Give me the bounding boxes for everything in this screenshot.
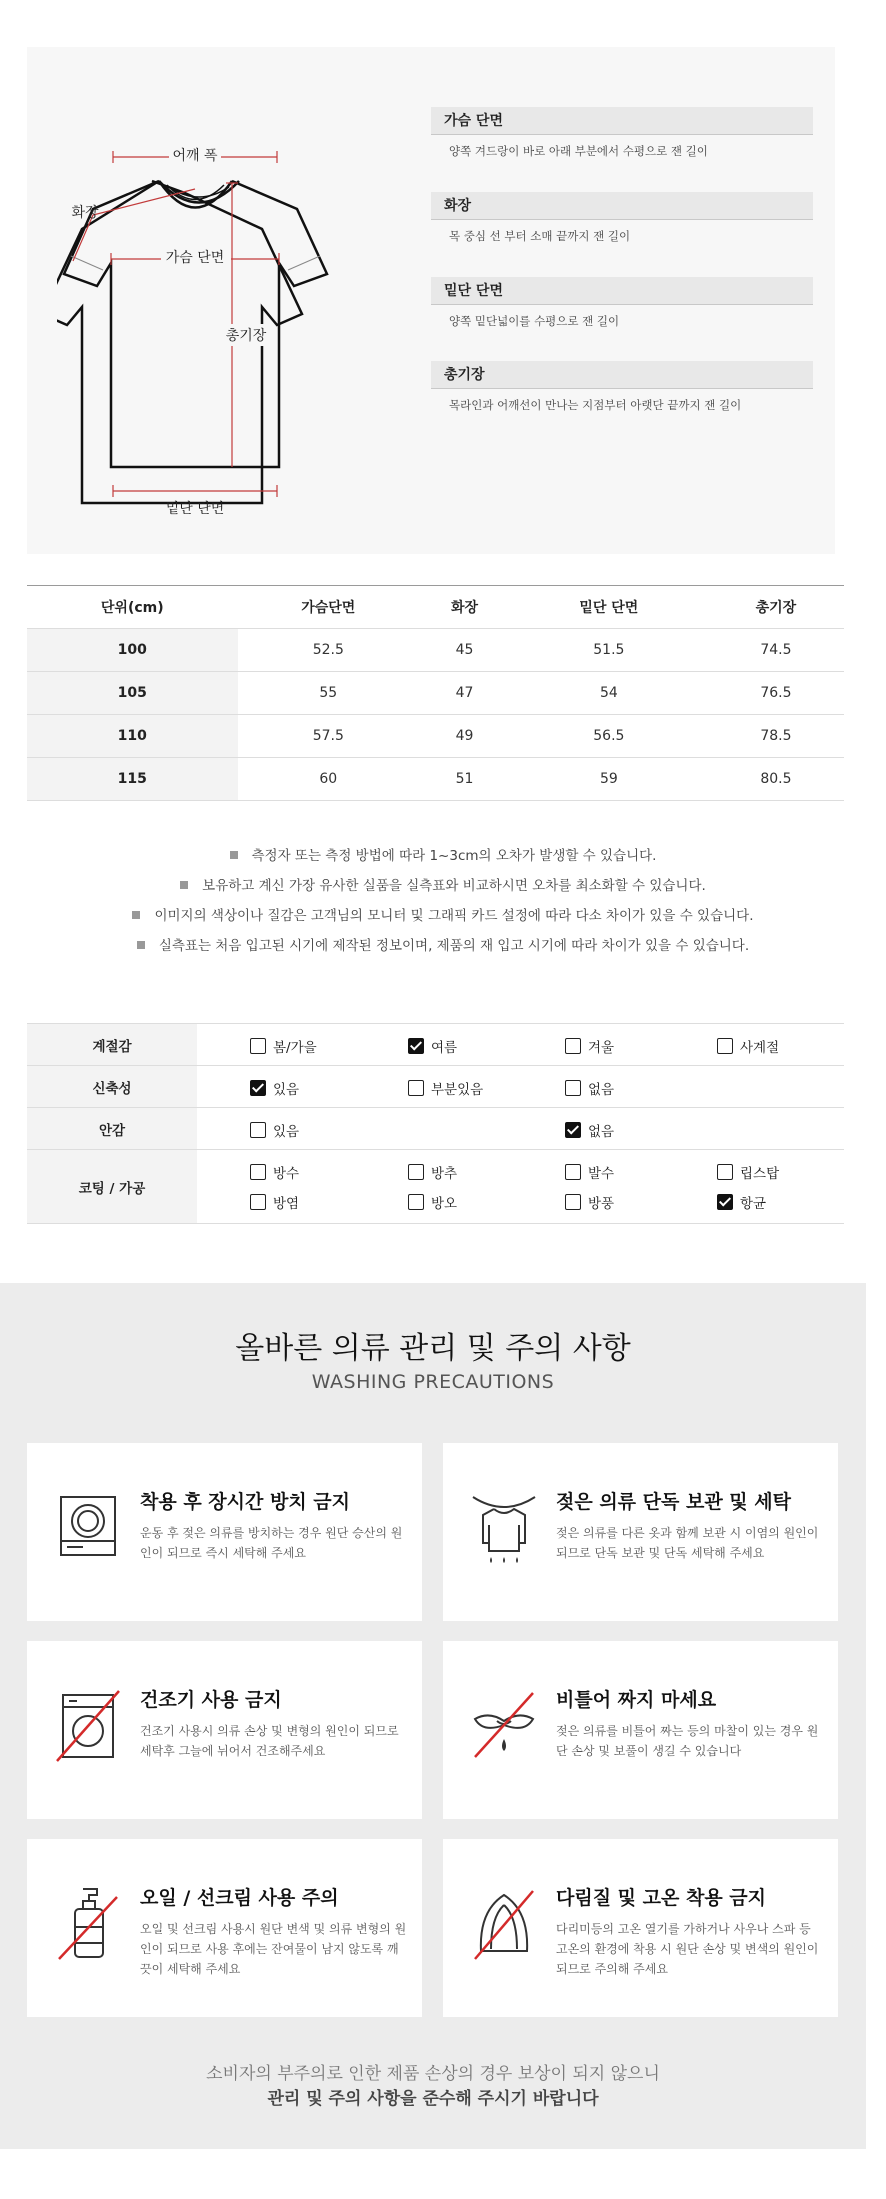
notice-item [0, 901, 886, 931]
checkbox-stretch-partial[interactable] [408, 1078, 483, 1098]
checkbox-stain-resistant[interactable] [408, 1192, 457, 1212]
checkbox-label: 있음 [273, 1124, 300, 1140]
checkbox-box[interactable] [408, 1080, 424, 1096]
checkbox-box[interactable] [565, 1080, 581, 1096]
chest-cell: 60 [238, 758, 420, 801]
checkbox-box[interactable] [565, 1122, 581, 1138]
checkbox-stretch-no[interactable] [565, 1078, 614, 1098]
chest-label: 가슴 단면 [165, 250, 225, 266]
notice-item [0, 931, 886, 961]
card-desc: 오일 및 선크림 사용시 원단 변색 및 의류 변형의 원인이 되므로 사용 후에는 잔여물이 남지 않도록 깨끗이 세탁해 주세요 [140, 1922, 407, 1976]
checkbox-box[interactable] [250, 1038, 266, 1054]
care-card-no-ironing [443, 1839, 838, 2017]
attr-options [197, 1024, 844, 1065]
checkbox-label: 방염 [273, 1196, 300, 1212]
checkbox-all-season[interactable] [717, 1036, 779, 1056]
notice-text: 측정자 또는 측정 방법에 따라 1~3cm의 오차가 발생할 수 있습니다. [251, 848, 657, 864]
care-card-no-wringing [443, 1641, 838, 1819]
bullet-square-icon [137, 941, 145, 949]
spec-desc: 양쪽 겨드랑이 바로 아래 부분에서 수평으로 잰 길이 [449, 144, 708, 158]
checkbox-stretch-yes[interactable] [250, 1078, 299, 1098]
washing-machine-icon [53, 1485, 123, 1567]
size-table [27, 585, 844, 801]
hem-cell: 59 [510, 758, 708, 801]
care-card-no-leaving [27, 1443, 422, 1621]
attr-options [197, 1066, 844, 1107]
sleeve-label: 화장 [71, 205, 99, 221]
length-label: 총기장 [225, 328, 267, 344]
spec-title: 밑단 단면 [431, 277, 813, 305]
checkbox-box[interactable] [408, 1194, 424, 1210]
checkbox-label: 발수 [588, 1166, 615, 1182]
checkbox-label: 방풍 [588, 1196, 615, 1212]
sleeve-cell: 45 [419, 629, 510, 672]
checkbox-waterproof[interactable] [250, 1162, 299, 1182]
spec-desc: 양쪽 밑단넓이를 수평으로 잰 길이 [449, 314, 620, 328]
table-row [27, 715, 844, 758]
shoulder-label: 어깨 폭 [172, 148, 218, 164]
checkbox-ripstop[interactable] [717, 1162, 779, 1182]
tshirt-neck [159, 181, 232, 208]
bullet-square-icon [180, 881, 188, 889]
product-attributes [27, 1023, 844, 1224]
size-header-hem: 밑단 단면 [510, 586, 708, 629]
checkbox-label: 봄/가을 [273, 1040, 317, 1056]
attr-label: 코팅 / 가공 [27, 1150, 197, 1224]
checkbox-box[interactable] [565, 1164, 581, 1180]
hem-cell: 51.5 [510, 629, 708, 672]
card-title: 건조기 사용 금지 [140, 1689, 282, 1711]
washing-footer-note: 소비자의 부주의로 인한 제품 손상의 경우 보상이 되지 않으니 [206, 2064, 660, 2084]
card-title: 젖은 의류 단독 보관 및 세탁 [556, 1491, 791, 1513]
checkbox-label: 방수 [273, 1166, 300, 1182]
attr-row-coating [27, 1150, 844, 1224]
card-desc: 운동 후 젖은 의류를 방치하는 경우 원단 승산의 원인이 되므로 즉시 세탁해 주세요 [140, 1526, 403, 1560]
checkbox-box[interactable] [408, 1038, 424, 1054]
checkbox-label: 항균 [740, 1196, 767, 1212]
checkbox-label: 있음 [273, 1082, 300, 1098]
checkbox-box[interactable] [250, 1164, 266, 1180]
checkbox-box[interactable] [717, 1194, 733, 1210]
checkbox-label: 부분있음 [431, 1082, 484, 1098]
spec-title: 가슴 단면 [431, 107, 813, 135]
card-desc: 건조기 사용시 의류 손상 및 변형의 원인이 되므로 세탁후 그늘에 뉘어서 건조해주세요 [140, 1724, 399, 1758]
size-table-header-row [27, 586, 844, 629]
bullet-square-icon [230, 851, 238, 859]
checkbox-box[interactable] [250, 1080, 266, 1096]
hem-cell: 54 [510, 672, 708, 715]
size-header-length: 총기장 [708, 586, 844, 629]
checkbox-flame-retardant[interactable] [250, 1192, 299, 1212]
hem-cell: 56.5 [510, 715, 708, 758]
spec-chest [431, 107, 813, 159]
checkbox-wrinkle-free[interactable] [408, 1162, 457, 1182]
checkbox-box[interactable] [250, 1122, 266, 1138]
no-iron-icon [469, 1881, 539, 1963]
size-header-unit: 단위(cm) [27, 586, 238, 629]
spec-desc: 목 중심 선 부터 소매 끝까지 잰 길이 [449, 229, 631, 243]
attr-options [197, 1150, 844, 1223]
washing-subtitle: WASHING PRECAUTIONS [311, 1371, 555, 1393]
care-card-oil-sunscreen [27, 1839, 422, 2017]
length-cell: 74.5 [708, 629, 844, 672]
checkbox-label: 사계절 [740, 1040, 780, 1056]
checkbox-box[interactable] [717, 1164, 733, 1180]
card-title: 착용 후 장시간 방치 금지 [140, 1491, 350, 1513]
attr-options [197, 1108, 844, 1149]
card-desc: 다리미등의 고온 열기를 가하거나 사우나 스파 등 고온의 환경에 착용 시 원단 손상 및 변색의 원인이 되므로 주의해 주세요 [556, 1922, 819, 1976]
no-oil-sunscreen-icon [53, 1881, 123, 1963]
checkbox-label: 방오 [431, 1196, 458, 1212]
table-row [27, 629, 844, 672]
notice-text: 실측표는 처음 입고된 시기에 제작된 정보이며, 제품의 재 입고 시기에 따라 차이가 있을 수 있습니다. [158, 938, 750, 954]
washing-precautions [0, 1283, 866, 2149]
chest-cell: 57.5 [238, 715, 420, 758]
checkbox-label: 없음 [588, 1124, 615, 1140]
attr-row-season [27, 1024, 844, 1066]
sleeve-cell: 51 [419, 758, 510, 801]
length-cell: 80.5 [708, 758, 844, 801]
measurement-notices [0, 841, 886, 961]
checkbox-box[interactable] [565, 1038, 581, 1054]
spec-length [431, 361, 813, 413]
size-cell: 110 [27, 715, 238, 758]
spec-title: 화장 [431, 192, 813, 220]
care-card-no-dryer [27, 1641, 422, 1819]
length-cell: 76.5 [708, 672, 844, 715]
size-cell: 105 [27, 672, 238, 715]
spec-hem [431, 277, 813, 329]
no-dryer-icon [53, 1683, 123, 1765]
sleeve-cell: 47 [419, 672, 510, 715]
checkbox-box[interactable] [250, 1194, 266, 1210]
tshirt-body [64, 181, 327, 467]
size-cell: 115 [27, 758, 238, 801]
bullet-square-icon [132, 911, 140, 919]
sleeve-cell: 49 [419, 715, 510, 758]
hanging-wet-shirt-icon [469, 1485, 539, 1567]
tshirt-drawing [57, 89, 437, 549]
checkbox-box[interactable] [565, 1194, 581, 1210]
notice-item [0, 841, 886, 871]
card-desc: 젖은 의류를 다른 옷과 함께 보관 시 이염의 원인이 되므로 단독 보관 및 단독 세탁해 주세요 [556, 1526, 819, 1560]
checkbox-summer[interactable] [408, 1036, 457, 1056]
length-cell: 78.5 [708, 715, 844, 758]
size-cell: 100 [27, 629, 238, 672]
washing-footer-emphasis: 관리 및 주의 사항을 준수해 주시기 바랍니다 [267, 2089, 599, 2109]
no-wringing-icon [469, 1683, 539, 1765]
notice-item [0, 871, 886, 901]
attr-label: 신축성 [27, 1066, 197, 1108]
hem-label: 밑단 단면 [165, 501, 225, 517]
attr-label: 계절감 [27, 1024, 197, 1066]
checkbox-box[interactable] [408, 1164, 424, 1180]
checkbox-water-repellent[interactable] [565, 1162, 614, 1182]
spec-desc: 목라인과 어깨선이 만나는 지점부터 아랫단 끝까지 잰 길이 [449, 398, 742, 412]
checkbox-label: 립스탑 [740, 1166, 780, 1182]
notice-text: 보유하고 계신 가장 유사한 실품을 실측표와 비교하시면 오차를 최소화할 수 있습니다. [202, 878, 706, 894]
chest-cell: 55 [238, 672, 420, 715]
checkbox-antibacterial[interactable] [717, 1192, 766, 1212]
attr-label: 안감 [27, 1108, 197, 1150]
checkbox-lining-yes[interactable] [250, 1120, 299, 1140]
care-card-wet-separate [443, 1443, 838, 1621]
checkbox-lining-no[interactable] [565, 1120, 614, 1140]
washing-title: 올바른 의류 관리 및 주의 사항 [235, 1331, 631, 1366]
spec-sleeve [431, 192, 813, 244]
notice-text: 이미지의 색상이나 질감은 고객님의 모니터 및 그래픽 카드 설정에 따라 다소 차이가 있을 수 있습니다. [154, 908, 754, 924]
checkbox-spring-fall[interactable] [250, 1036, 317, 1056]
spec-title: 총기장 [431, 361, 813, 389]
card-title: 오일 / 선크림 사용 주의 [140, 1887, 339, 1909]
checkbox-winter[interactable] [565, 1036, 614, 1056]
size-header-chest: 가슴단면 [238, 586, 420, 629]
card-title: 다림질 및 고온 착용 금지 [556, 1887, 766, 1909]
size-header-sleeve: 화장 [419, 586, 510, 629]
attr-row-stretch [27, 1066, 844, 1108]
checkbox-label: 겨울 [588, 1040, 615, 1056]
checkbox-windproof[interactable] [565, 1192, 614, 1212]
checkbox-box[interactable] [717, 1038, 733, 1054]
card-desc: 젖은 의류를 비틀어 짜는 등의 마찰이 있는 경우 원단 손상 및 보풀이 생길 수 있습니다 [556, 1724, 819, 1758]
attr-row-lining [27, 1108, 844, 1150]
checkbox-label: 방추 [431, 1166, 458, 1182]
size-diagram [27, 47, 835, 554]
checkbox-label: 여름 [431, 1040, 458, 1056]
table-row [27, 672, 844, 715]
card-title: 비틀어 짜지 마세요 [556, 1689, 717, 1711]
table-row [27, 758, 844, 801]
chest-cell: 52.5 [238, 629, 420, 672]
checkbox-label: 없음 [588, 1082, 615, 1098]
